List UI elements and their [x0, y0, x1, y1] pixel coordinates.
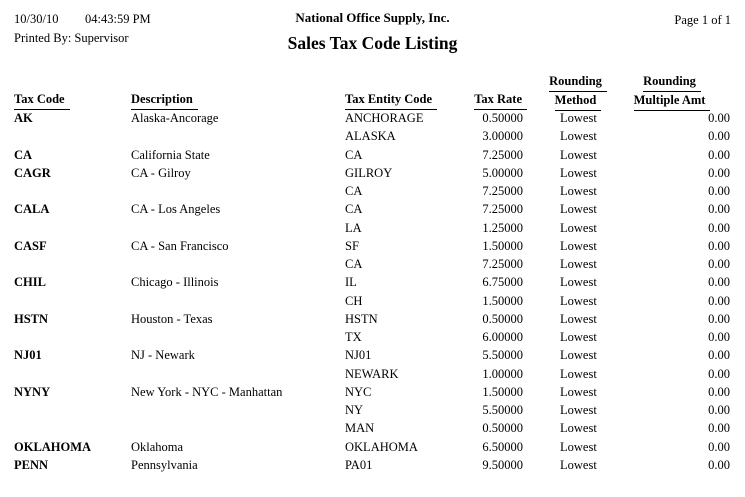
tax-rate-cell: 7.25000: [482, 202, 523, 217]
tax-entity-code-cell: CA: [345, 202, 363, 217]
description-cell: Oklahoma: [131, 439, 184, 454]
tax-code-cell: CHIL: [14, 275, 46, 290]
table-row: [0, 365, 745, 383]
tax-entity-code-cell: ANCHORAGE: [345, 111, 424, 125]
rounding-method-cell: Lowest: [560, 311, 597, 326]
rounding-method-cell: Lowest: [560, 384, 597, 399]
description-cell: CA - San Francisco: [131, 238, 229, 253]
rounding-method-cell: Lowest: [560, 330, 597, 344]
rounding-multiple-cell: 0.00: [708, 330, 730, 344]
description-cell: NJ - Newark: [131, 348, 195, 363]
tax-rate-cell: 1.50000: [482, 238, 523, 253]
tax-entity-code-cell: CA: [345, 257, 363, 271]
rounding-multiple-cell: 0.00: [708, 184, 730, 198]
rounding-multiple-cell: 0.00: [708, 439, 730, 454]
table-row: [0, 182, 745, 200]
report-time: 04:43:59 PM: [85, 12, 151, 26]
report-date: 10/30/10: [14, 12, 59, 26]
column-header-rounding-multiple-amt: Rounding Multiple Amt: [628, 73, 716, 111]
tax-rate-cell: 5.50000: [482, 348, 523, 363]
table-row: [0, 146, 745, 164]
rounding-method-cell: Lowest: [560, 366, 597, 381]
table-row: [0, 237, 745, 255]
tax-code-cell: PENN: [14, 457, 49, 472]
table-row: [0, 346, 745, 364]
tax-code-cell: NJ01: [14, 348, 42, 363]
tax-rate-cell: 5.50000: [482, 403, 523, 417]
rounding-multiple-cell: 0.00: [708, 257, 730, 271]
tax-entity-code-cell: NY: [345, 403, 364, 417]
column-header-tax-code: Tax Code: [14, 91, 70, 110]
description-cell: Alaska-Ancorage: [131, 111, 219, 125]
table-rows: [0, 109, 745, 474]
tax-code-cell: NYNY: [14, 384, 51, 399]
table-row: [0, 438, 745, 456]
tax-rate-cell: 0.50000: [482, 111, 523, 125]
tax-rate-cell: 7.25000: [482, 257, 523, 271]
rounding-multiple-cell: 0.00: [708, 293, 730, 308]
tax-code-cell: AK: [14, 111, 33, 125]
tax-entity-code-cell: NJ01: [345, 348, 372, 363]
tax-rate-cell: 7.25000: [482, 184, 523, 198]
rounding-multiple-cell: 0.00: [708, 421, 730, 436]
report-title: Sales Tax Code Listing: [287, 33, 458, 53]
rounding-multiple-cell: 0.00: [708, 311, 730, 326]
rounding-method-cell: Lowest: [560, 439, 597, 454]
rounding-multiple-cell: 0.00: [708, 403, 730, 417]
tax-rate-cell: 1.50000: [482, 293, 523, 308]
tax-entity-code-cell: PA01: [345, 457, 373, 472]
description-cell: CA - Los Angeles: [131, 202, 221, 217]
tax-rate-cell: 6.75000: [482, 275, 523, 290]
column-header-tax-rate: Tax Rate: [443, 91, 527, 110]
printed-by: Printed By: Supervisor: [14, 31, 129, 45]
rounding-method-cell: Lowest: [560, 275, 597, 290]
rounding-method-cell: Lowest: [560, 293, 597, 308]
rounding-multiple-cell: 0.00: [708, 147, 730, 162]
table-row: [0, 401, 745, 419]
tax-code-cell: OKLAHOMA: [14, 439, 92, 454]
tax-code-cell: CA: [14, 147, 33, 162]
tax-entity-code-cell: CA: [345, 147, 363, 162]
rounding-method-cell: Lowest: [560, 421, 597, 436]
rounding-method-cell: Lowest: [560, 348, 597, 363]
table-row: [0, 219, 745, 237]
tax-code-cell: CAGR: [14, 165, 51, 180]
tax-rate-cell: 3.00000: [482, 129, 523, 144]
tax-entity-code-cell: LA: [345, 220, 362, 235]
table-row: [0, 419, 745, 437]
column-header-tax-entity-code: Tax Entity Code: [345, 91, 437, 110]
rounding-method-cell: Lowest: [560, 111, 597, 125]
tax-entity-code-cell: NYC: [345, 384, 372, 399]
company-name: National Office Supply, Inc.: [295, 10, 450, 25]
description-cell: CA - Gilroy: [131, 165, 191, 180]
rounding-method-cell: Lowest: [560, 165, 597, 180]
rounding-method-cell: Lowest: [560, 147, 597, 162]
rounding-multiple-cell: 0.00: [708, 348, 730, 363]
page-number: Page 1 of 1: [674, 13, 731, 27]
table-row: [0, 292, 745, 310]
column-header-description: Description: [131, 91, 198, 110]
tax-entity-code-cell: MAN: [345, 421, 375, 436]
rounding-multiple-cell: 0.00: [708, 165, 730, 180]
table-row: [0, 127, 745, 145]
rounding-multiple-cell: 0.00: [708, 129, 730, 144]
tax-rate-cell: 7.25000: [482, 147, 523, 162]
rounding-multiple-cell: 0.00: [708, 457, 730, 472]
rounding-method-cell: Lowest: [560, 202, 597, 217]
table-row: [0, 200, 745, 218]
rounding-multiple-cell: 0.00: [708, 366, 730, 381]
column-header-rounding-method: Rounding Method: [543, 73, 613, 111]
rounding-multiple-cell: 0.00: [708, 202, 730, 217]
tax-code-cell: CALA: [14, 202, 50, 217]
description-cell: Houston - Texas: [131, 311, 213, 326]
table-row: [0, 164, 745, 182]
tax-rate-cell: 0.50000: [482, 311, 523, 326]
rounding-multiple-cell: 0.00: [708, 220, 730, 235]
tax-code-cell: CASF: [14, 238, 47, 253]
rounding-method-cell: Lowest: [560, 129, 597, 144]
tax-rate-cell: 1.25000: [482, 220, 523, 235]
tax-entity-code-cell: CA: [345, 184, 363, 198]
tax-entity-code-cell: NEWARK: [345, 366, 399, 381]
tax-entity-code-cell: OKLAHOMA: [345, 439, 418, 454]
table-row: [0, 328, 745, 346]
rounding-method-cell: Lowest: [560, 184, 597, 198]
rounding-multiple-cell: 0.00: [708, 111, 730, 125]
tax-rate-cell: 1.00000: [482, 366, 523, 381]
rounding-multiple-cell: 0.00: [708, 238, 730, 253]
table-row: [0, 109, 745, 127]
tax-entity-code-cell: IL: [345, 275, 357, 290]
table-row: [0, 383, 745, 401]
description-cell: California State: [131, 147, 210, 162]
rounding-method-cell: Lowest: [560, 457, 597, 472]
tax-entity-code-cell: ALASKA: [345, 129, 396, 144]
tax-entity-code-cell: HSTN: [345, 311, 378, 326]
table-row: [0, 273, 745, 291]
description-cell: New York - NYC - Manhattan: [131, 384, 283, 399]
tax-entity-code-cell: GILROY: [345, 165, 393, 180]
table-row: [0, 456, 745, 474]
tax-rate-cell: 6.50000: [482, 439, 523, 454]
tax-entity-code-cell: SF: [345, 238, 359, 253]
tax-entity-code-cell: TX: [345, 330, 362, 344]
rounding-method-cell: Lowest: [560, 220, 597, 235]
rounding-method-cell: Lowest: [560, 403, 597, 417]
tax-entity-code-cell: CH: [345, 293, 363, 308]
table-row: [0, 310, 745, 328]
tax-rate-cell: 1.50000: [482, 384, 523, 399]
description-cell: Chicago - Illinois: [131, 275, 219, 290]
tax-code-cell: HSTN: [14, 311, 49, 326]
tax-rate-cell: 9.50000: [482, 457, 523, 472]
tax-rate-cell: 6.00000: [482, 330, 523, 344]
description-cell: Pennsylvania: [131, 457, 198, 472]
rounding-method-cell: Lowest: [560, 238, 597, 253]
rounding-method-cell: Lowest: [560, 257, 597, 271]
table-row: [0, 255, 745, 273]
rounding-multiple-cell: 0.00: [708, 275, 730, 290]
rounding-multiple-cell: 0.00: [708, 384, 730, 399]
tax-rate-cell: 5.00000: [482, 165, 523, 180]
tax-rate-cell: 0.50000: [482, 421, 523, 436]
